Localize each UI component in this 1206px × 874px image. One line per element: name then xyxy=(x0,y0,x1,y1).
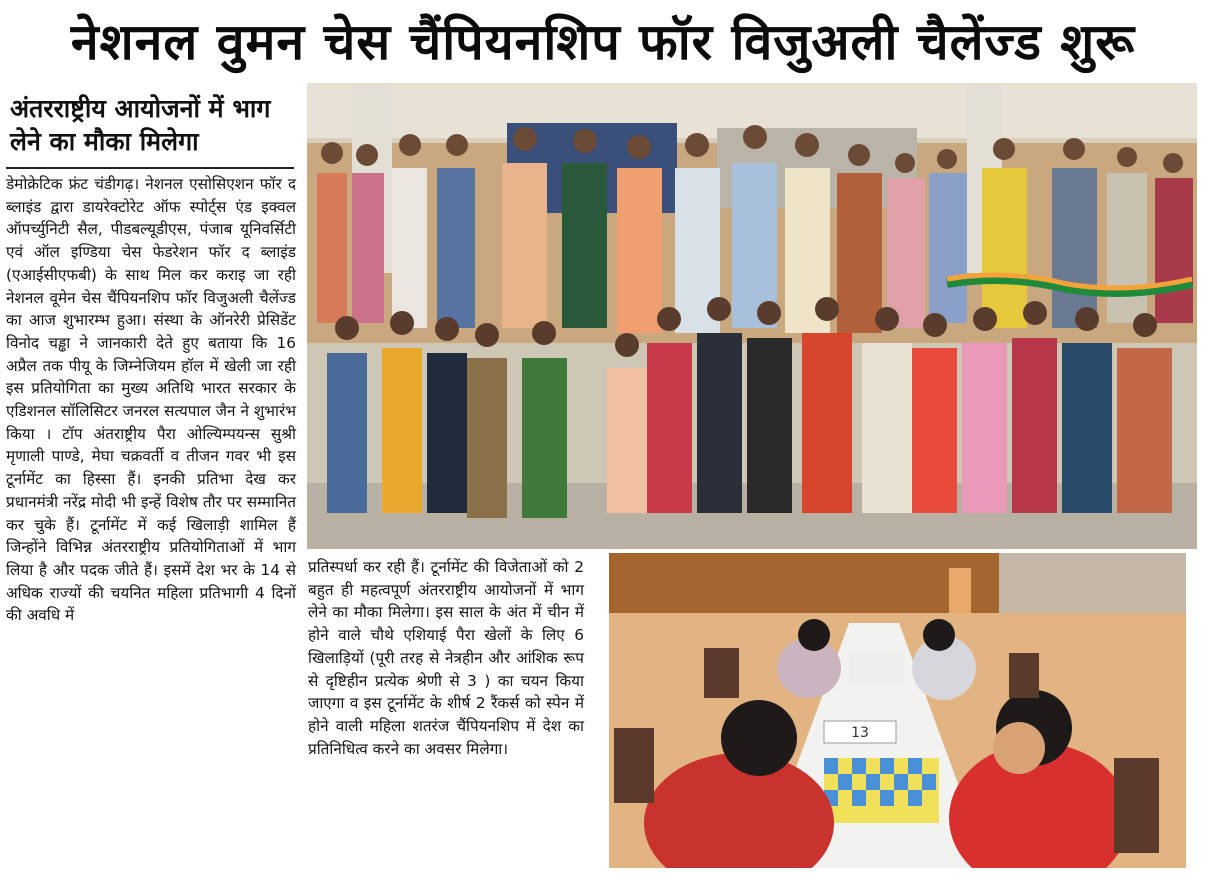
subheadline: अंतरराष्ट्रीय आयोजनों में भाग लेने का मौका मिलेगा xyxy=(10,94,271,156)
subhead-divider xyxy=(6,167,294,169)
article-body-column-2: प्रतिस्पर्धा कर रही हैं। टूर्नामेंट की विजेताओं को 2 बहुत ही महत्वपूर्ण अंतरराष्ट्रीय आयोजनों में भाग लेने का मौका मिलेगा। इस साल के अंत में चीन में होने वाले चौथे एशियाई पैरा खेलों के लिए 6 खिलाड़ियों (पूरी तरह से नेत्रहीन और आंशिक रूप से दृष्टिहीन प्रत्येक श्रेणी से 3 ) का चयन किया जाएगा व इस टूर्नामेंट के शीर्ष 2 रैंकर्स को स्पेन में होने वाली महिला शतरंज चैंपियनशिप में देश का प्रतिनिधित्व करने का अवसर मिलेगा। xyxy=(308,558,584,758)
board-number: 13 xyxy=(851,725,869,741)
group-photo xyxy=(307,83,1197,549)
article-body-column-1: डेमोक्रेटिक फ्रंट चंडीगढ़। नेशनल एसोसिएशन फॉर द ब्लाइंड द्वारा डायरेक्टोरेट ऑफ स्पोर्ट्स एंड इक्वल ऑपर्च्युनिटी सैल, पीडबल्यूडीएस, पंजाब यूनिवर्सिटी एवं ऑल इण्डिया चेस फेडरेशन फॉर द ब्लाइंड (एआईसीएफबी) के साथ मिल कर कराइ जा रही नेशनल वूमेन चेस चैंपियनशिप फॉर विजुअली चैलेंज्ड का आज शुभारम्भ हुआ। संस्था के ऑनरेरी प्रेसिडेंट विनोद चड्ढा ने जानकारी देते हुए बताया कि 16 अप्रैल तक पीयू के जिम्नेजियम हॉल में खेली जा रही इस प्रतियोगिता का मुख्य अतिथि भारत सरकार के एडिशनल सॉलिसिटर जनरल सत्यपाल जैन ने शुभारंभ किया । टॉप अंतराष्ट्रीय पैरा ओल्यिम्पयन्स सुश्री मृणाली पाण्डे, मेघा चक्रवर्ती व तीजन गवर भी इस टूर्नामेंट का हिस्सा हैं। इनकी प्रतिभा देख कर प्रधानमंत्री नरेंद्र मोदी भी इन्हें विशेष तौर पर सम्मानित कर चुके हैं। टूर्नामेंट में कई खिलाड़ी शामिल हैं जिन्होंने विभिन्न अंतरराष्ट्रीय प्रतियोगिताओं में भाग लिया है और पदक जीते हैं। इसमें देश भर के 14 से अधिक राज्यों की चयनित महिला प्रतिभागी 4 दिनों की अवधि में xyxy=(6,175,296,625)
headline: नेशनल वुमन चेस चैंपियनशिप फॉर विजुअली चैलेंज्ड शुरू xyxy=(70,13,1136,71)
chess-game-photo xyxy=(609,553,1186,868)
